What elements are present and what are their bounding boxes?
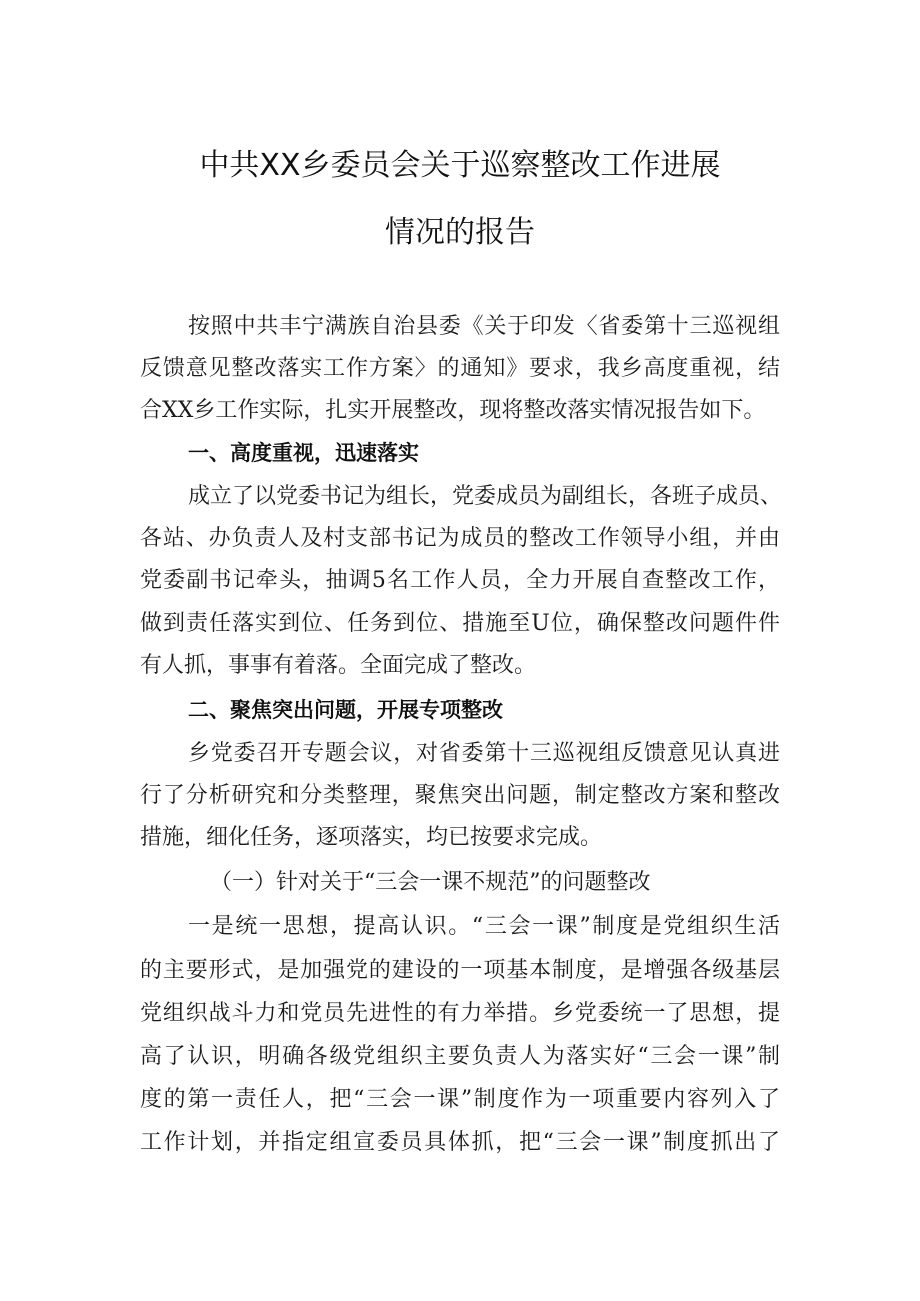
section-1-line: 党委副书记牵头，抽调5名工作人员，全力开展自查整改工作， [140, 568, 780, 593]
subsection-1-line: 工作计划，并指定组宣委员具体抓，把“三会一课”制度抓出了 [140, 1130, 780, 1155]
subsection-1-line: 的主要形式，是加强党的建设的一项基本制度，是增强各级基层 [140, 958, 780, 983]
section-2-line: 措施，细化任务，逐项落实，均已按要求完成。 [140, 825, 603, 850]
section-2-line: 乡党委召开专题会议，对省委第十三巡视组反馈意见认真进 [188, 741, 780, 766]
section-2-line: 行了分析研究和分类整理，聚焦突出问题，制定整改方案和整改 [140, 783, 780, 808]
section-1-line: 各站、办负责人及村支部书记为成员的整改工作领导小组，并由 [140, 526, 780, 551]
subsection-1-line: 高了认识，明确各级党组织主要负责人为落实好“三会一课”制 [140, 1044, 780, 1069]
document-title-line-2: 情况的报告 [385, 215, 535, 250]
section-1-heading: 一、高度重视，迅速落实 [188, 441, 419, 465]
section-1-line: 有人抓，事事有着落。全面完成了整改。 [140, 653, 537, 678]
section-1-line: 做到责任落实到位、任务到位、措施至U位，确保整改问题件件 [140, 611, 780, 636]
subsection-1-line: 一是统一思想，提高认识。“三会一课”制度是党组织生活 [188, 914, 780, 939]
section-2-heading: 二、聚焦突出问题，开展专项整改 [188, 698, 503, 722]
intro-line: 按照中共丰宁满族自治县委《关于印发〈省委第十三巡视组 [188, 314, 780, 339]
subsection-1-line: 度的第一责任人，把“三会一课”制度作为一项重要内容列入了 [140, 1087, 780, 1112]
document-title-line-1: 中共XX乡委员会关于巡察整改工作进展 [199, 148, 721, 183]
section-1-line: 成立了以党委书记为组长，党委成员为副组长，各班子成员、 [188, 484, 783, 509]
subsection-1-line: 党组织战斗力和党员先进性的有力举措。乡党委统一了思想，提 [140, 1001, 780, 1026]
intro-line: 反馈意见整改落实工作方案〉的通知》要求，我乡高度重视，结 [140, 356, 780, 381]
subsection-1-heading: （一）针对关于“三会一课不规范”的问题整改 [210, 870, 651, 895]
intro-line: 合XX乡工作实际，扎实开展整改，现将整改落实情况报告如下。 [140, 398, 766, 423]
